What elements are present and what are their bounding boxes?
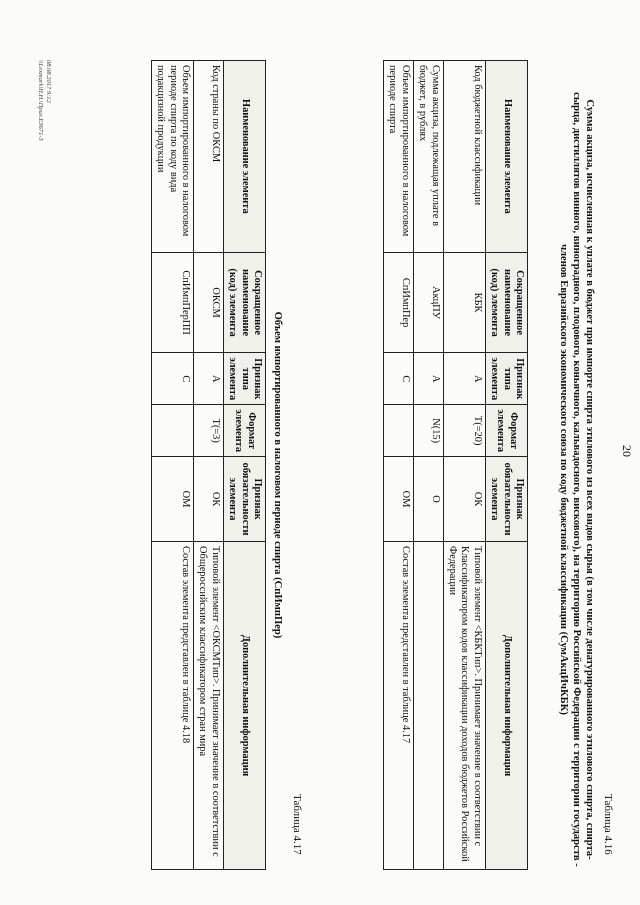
cell: АкцПУ: [413, 252, 443, 353]
header-cell: Наименование элемента: [223, 61, 265, 253]
header-cell: Признак типа элемента: [223, 353, 265, 405]
header-cell: Формат элемента: [485, 405, 527, 457]
cell: Типовой элемент <КБКТип>. Принимает значение в соответствии с Классификатором кодов классификации доходов бюджетов Российской Федерации: [443, 542, 485, 870]
header-cell: Сокращенное наименование (код) элемента: [223, 252, 265, 353]
page-number: 20: [620, 445, 634, 457]
footer-note-line: \\Lexmark\Н.Н.\Прил.Е3671-3: [37, 60, 44, 141]
header-cell: Признак обязательности элемента: [485, 457, 527, 542]
header-cell: Дополнительная информация: [485, 542, 527, 870]
cell: Состав элемента представлен в таблице 4.17: [383, 542, 413, 870]
cell: ОМ: [151, 457, 193, 542]
cell: Код страны по ОКСМ: [193, 61, 223, 253]
table-row: [193, 61, 223, 870]
table-row: [383, 61, 413, 870]
cell: КБК: [443, 252, 485, 353]
footer-note-line: 08.08.2017 9:12: [45, 60, 52, 103]
cell: [383, 405, 413, 457]
table-4-17: [151, 60, 266, 870]
table-header-row: [485, 61, 527, 870]
header-cell: Наименование элемента: [485, 61, 527, 253]
cell: Состав элемента представлен в таблице 4.18: [151, 542, 193, 870]
table-row: [413, 61, 443, 870]
cell: ОМ: [383, 457, 413, 542]
cell: [413, 542, 443, 870]
cell: С: [383, 353, 413, 405]
table-4-16: [383, 60, 528, 870]
table-row: [151, 61, 193, 870]
cell: Сумма акциза, подлежащая уплате в бюджет, в рублях: [413, 61, 443, 253]
cell: [151, 405, 193, 457]
cell: Типовой элемент <ОКСМТип>. Принимает значение в соответствии с Общероссийским классификатором стран мира: [193, 542, 223, 870]
header-cell: Формат элемента: [223, 405, 265, 457]
header-cell: Дополнительная информация: [223, 542, 265, 870]
table-label-4-16: Таблица 4.16: [602, 794, 614, 855]
cell: А: [443, 353, 485, 405]
table-row: [443, 61, 485, 870]
cell: СпИмпПерПП: [151, 252, 193, 353]
cell: ОК: [193, 457, 223, 542]
header-cell: Признак обязательности элемента: [223, 457, 265, 542]
footer-note: [36, 60, 52, 141]
header-cell: Сокращенное наименование (код) элемента: [485, 252, 527, 353]
cell: А: [413, 353, 443, 405]
cell: Объем импортированного в налоговом периоде спирта: [383, 61, 413, 253]
header-cell: Признак типа элемента: [485, 353, 527, 405]
cell: T(=20): [443, 405, 485, 457]
cell: О: [413, 457, 443, 542]
table-label-4-17: Таблица 4.17: [291, 794, 303, 855]
cell: СпИмпПер: [383, 252, 413, 353]
cell: Объем импортированного в налоговом периоде спирта по коду вида подакцизной продукции: [151, 61, 193, 253]
cell: ОКСМ: [193, 252, 223, 353]
table-header-row: [223, 61, 265, 870]
cell: T(=3): [193, 405, 223, 457]
cell: С: [151, 353, 193, 405]
table-4-17-title: Объем импортированного в налоговом периоде спирта (СпИмпПер): [272, 311, 283, 639]
cell: N(15): [413, 405, 443, 457]
cell: Код бюджетной классификации: [443, 61, 485, 253]
cell: ОК: [443, 457, 485, 542]
cell: А: [193, 353, 223, 405]
table-4-16-title: Сумма акциза, исчисленная к уплате в бюджет при импорте спирта этилового из всех видов сырья (в том числе денатурированного этилового спирта, спирта-сырца, дистиллятов винного, виноградного, плодового, коньячного, кальвадосного, вискового), на территорию Российской Федерации с территории государств - членов Евразийского экономического союза по коду бюджетной классификации (СумАкцИчКБК): [558, 92, 595, 867]
